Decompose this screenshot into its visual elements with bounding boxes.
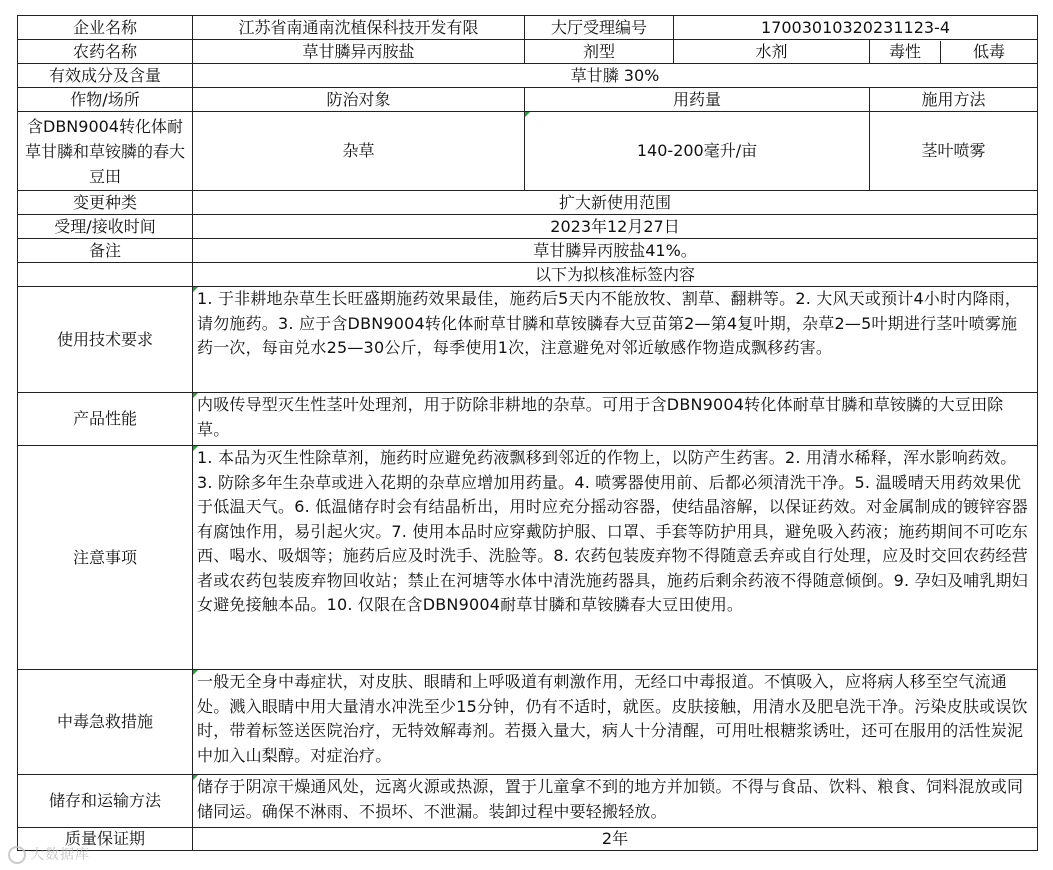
method-value: 茎叶喷雾 [870,112,1038,191]
performance-row [18,393,1038,446]
formulation-value: 水剂 [674,40,870,64]
caution-value [193,446,1038,670]
cell-corner-mark [525,112,530,117]
change-value: 扩大新使用范围 [193,191,1038,215]
caution-text: 1. 本品为灭生性除草剂，施药时应避免药液飘移到邻近的作物上，以防产生药害。2. 用清水稀释，浑水影响药效。3. 防除多年生杂草或进入花期的杂草应增加用药量。4. 喷雾器使用前、后都必须清洗干净。5. 温暖晴天用药效果优于低温天气。6. 低温储存时会有结晶析出，用时应充分摇动容器，使结晶溶解，以保证药效。对金属制成的镀锌容器有腐蚀作用，易引起火灾。7. 使用本品时应穿戴防护服、口罩、手套等防护用具，避免吸入药液；施药期间不可吃东西、喝水、吸烟等；施药后应及时洗手、洗脸等。8. 农药包装废弃物不得随意丢弃或自行处理，应及时交回农药经营者或农药包装废弃物回收站；禁止在河塘等水体中清洗施药器具，施药后剩余药液不得随意倾倒。9. 孕妇及哺乳期妇女避免接触本品。10. 仅限在含DBN9004耐草甘膦和草铵膦春大豆田使用。 [197,448,1028,614]
storage-label: 储存和运输方法 [18,775,193,828]
hall-id-label: 大厅受理编号 [525,16,674,40]
tech-label: 使用技术要求 [18,287,193,393]
target-value: 杂草 [193,112,525,191]
note-row [18,239,1038,263]
ingredient-row [18,64,1038,88]
usage-header-row [18,88,1038,112]
tech-text: 1. 于非耕地杂草生长旺盛期施药效果最佳，施药后5天内不能放牧、割草、翻耕等。2. 大风天或预计4小时内降雨，请勿施药。3. 应于含DBN9004转化体耐草甘膦和草铵膦春大豆苗第2—第4复叶期，杂草2—5叶期进行茎叶喷雾施药一次，每亩兑水25—30公斤，每季使用1次，注意避免对邻近敏感作物造成飘移药害。 [197,289,1022,357]
section-title: 以下为拟核准标签内容 [193,263,1038,287]
storage-text: 储存于阴凉干燥通风处，远离火源或热源，置于儿童拿不到的地方并加锁。不得与食品、饮料、粮食、饲料混放或同储同运。确保不淋雨、不损坏、不泄漏。装卸过程中要轻搬轻放。 [197,777,1024,821]
section-row [18,263,1038,287]
pesticide-label: 农药名称 [18,40,193,64]
cell-corner-mark [193,775,198,780]
dosage-header: 用药量 [525,88,870,112]
change-label: 变更种类 [18,191,193,215]
quality-label: 质量保证期 [18,828,193,851]
first-aid-label: 中毒急救措施 [18,670,193,775]
tech-row [18,287,1038,393]
method-header: 施用方法 [870,88,1038,112]
cell-corner-mark [193,446,198,451]
storage-row [18,775,1038,828]
watermark [8,844,90,864]
watermark-logo-icon [8,846,26,864]
change-row [18,191,1038,215]
toxicity-cell [870,40,1038,64]
note-label: 备注 [18,239,193,263]
crop-value: 含DBN9004转化体耐草甘膦和草铵膦的春大豆田 [18,112,193,191]
watermark-text: 大数据库 [30,847,90,863]
usage-row [18,112,1038,191]
cell-corner-mark [193,670,198,675]
caution-label: 注意事项 [18,446,193,670]
toxicity-label: 毒性 [870,41,941,63]
pesticide-value: 草甘膦异丙胺盐 [193,40,525,64]
quality-row [18,828,1038,851]
first-aid-text: 一般无全身中毒症状，对皮肤、眼睛和上呼吸道有刺激作用，无经口中毒报道。不慎吸入，应将病人移至空气流通处。溅入眼睛中用大量清水冲洗至少15分钟，仍有不适时，就医。皮肤接触，用清水及肥皂洗干净。污染皮肤或误饮时，带着标签送医院治疗，无特效解毒剂。若摄入量大，病人十分清醒，可用吐根糖浆诱吐，还可在服用的活性炭泥中加入山梨醇。对症治疗。 [197,672,1028,765]
quality-value: 2年 [193,828,1038,851]
performance-value [193,393,1038,446]
company-value: 江苏省南通南沈植保科技开发有限 [193,16,525,40]
dosage-text: 140-200毫升/亩 [636,141,758,160]
ingredient-label: 有效成分及含量 [18,64,193,88]
performance-label: 产品性能 [18,393,193,446]
first-aid-row [18,670,1038,775]
caution-row [18,446,1038,670]
toxicity-value: 低毒 [973,41,1006,61]
time-row [18,215,1038,239]
time-label: 受理/接收时间 [18,215,193,239]
target-header: 防治对象 [193,88,525,112]
performance-text: 内吸传导型灭生性茎叶处理剂，用于防除非耕地的杂草。可用于含DBN9004转化体耐草甘膦和草铵膦的大豆田除草。 [197,395,1004,439]
dosage-value [525,112,870,191]
crop-header: 作物/场所 [18,88,193,112]
time-value: 2023年12月27日 [193,215,1038,239]
registration-table [17,15,1038,851]
first-aid-value [193,670,1038,775]
storage-value [193,775,1038,828]
note-value: 草甘膦异丙胺盐41%。 [193,239,1038,263]
ingredient-value: 草甘膦 30% [193,64,1038,88]
company-row [18,16,1038,40]
company-label: 企业名称 [18,16,193,40]
cell-corner-mark [193,287,198,292]
formulation-label: 剂型 [525,40,674,64]
cell-corner-mark [193,393,198,398]
pesticide-row [18,40,1038,64]
section-spacer [18,263,193,287]
hall-id-value: 17003010320231123-4 [674,16,1038,40]
tech-value [193,287,1038,393]
